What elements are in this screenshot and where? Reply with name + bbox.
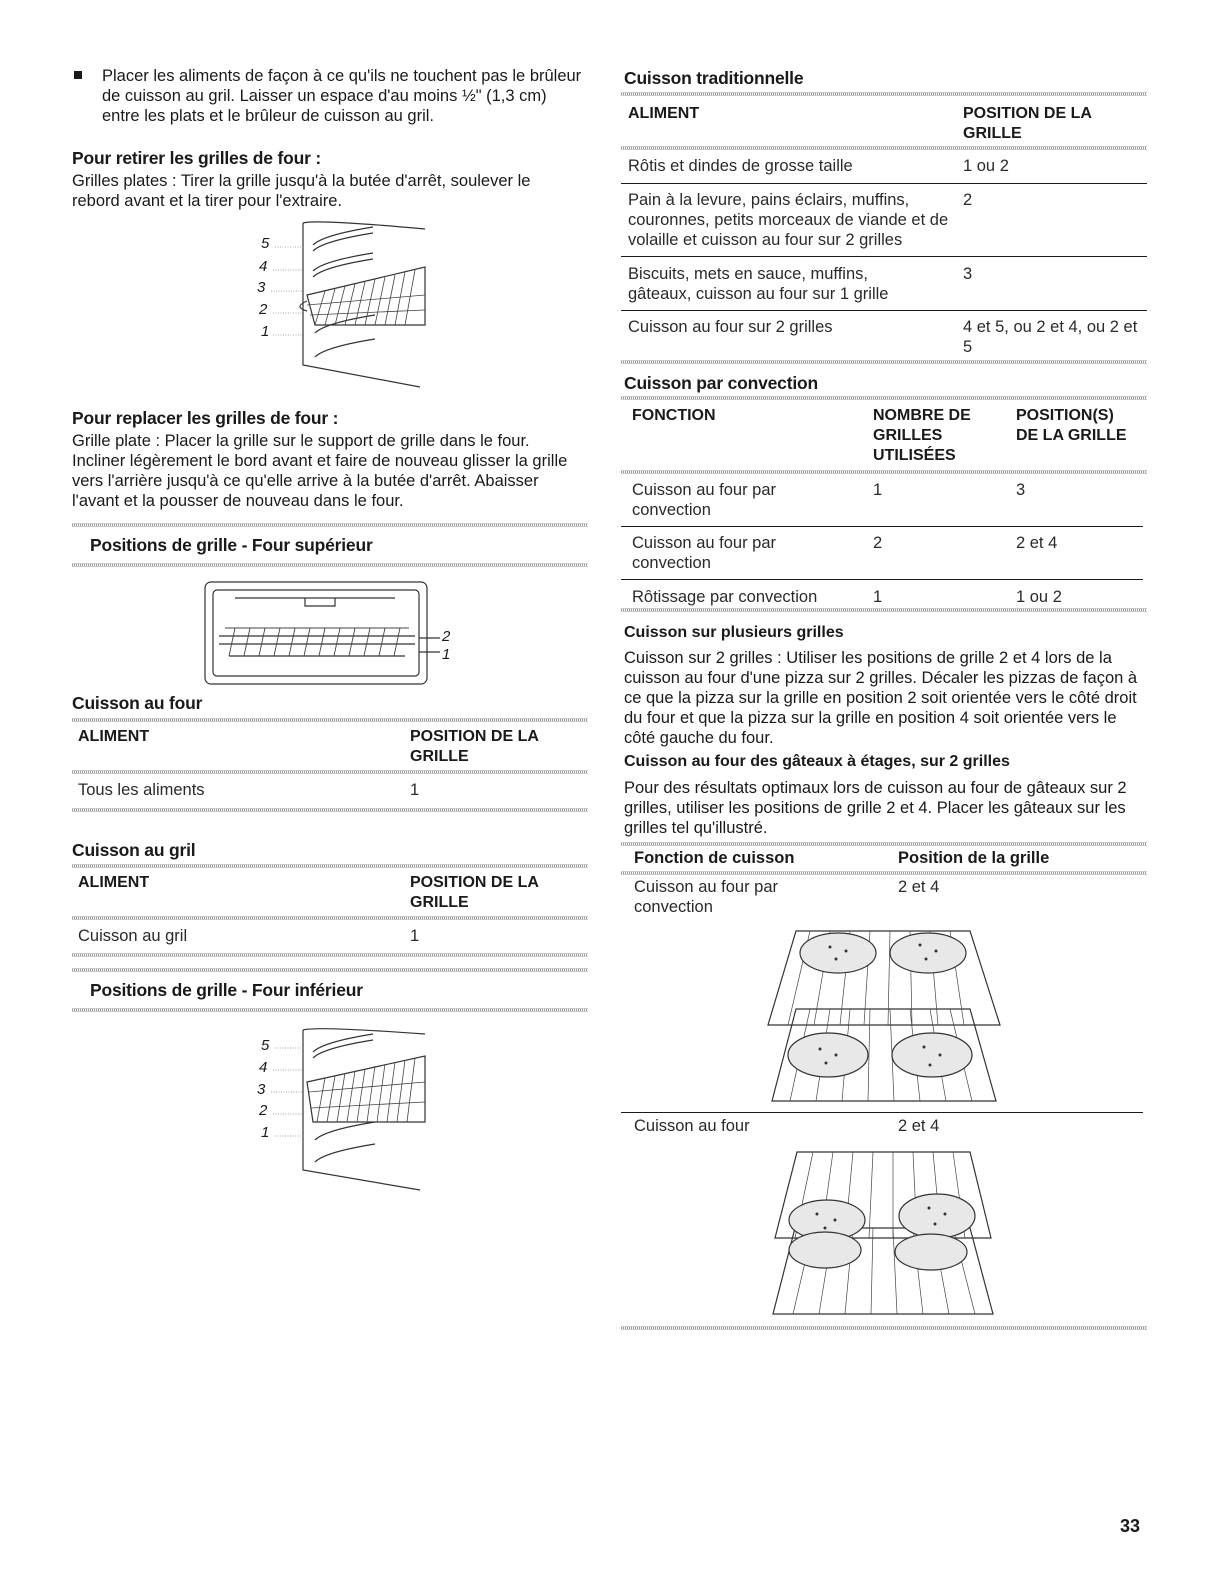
upper-rack-label-2: 2	[442, 628, 451, 645]
divider	[621, 396, 1147, 400]
divider	[72, 563, 588, 567]
trad-row-3-position: 3	[963, 265, 973, 283]
broil-col-food: ALIMENT	[78, 874, 150, 891]
broil-col-position: POSITION DE LA GRILLE	[410, 874, 539, 911]
divider	[621, 608, 1147, 612]
lower-rack-label-4: 4	[259, 1059, 268, 1076]
trad-row-1-food: Rôtis et dindes de grosse taille	[628, 157, 853, 175]
conv-table-title: Cuisson par convection	[624, 373, 818, 393]
conv-row-3-position: 1 ou 2	[1016, 588, 1062, 606]
conv-row-3-function: Rôtissage par convection	[632, 588, 818, 606]
divider	[72, 953, 588, 957]
broil-row-food: Cuisson au gril	[78, 927, 188, 945]
divider	[72, 968, 588, 972]
row-divider	[621, 256, 1147, 257]
lower-oven-heading: Positions de grille - Four inférieur	[90, 980, 363, 1000]
bake-row-food: Tous les aliments	[78, 781, 205, 799]
upper-rack-label-1: 1	[442, 646, 451, 663]
trad-row-2-food: Pain à la levure, pains éclairs, muffins, couronnes, petits morceaux de viande et de volaille et cuisson au four sur 2 grilles	[628, 191, 949, 249]
trad-row-4-position: 4 et 5, ou 2 et 4, ou 2 et 5	[963, 318, 1138, 356]
page-number: 33	[1120, 1516, 1141, 1536]
lower-rack-label-5: 5	[261, 1037, 270, 1054]
rack-label-3: 3	[257, 279, 266, 296]
bullet-paragraph: Placer les aliments de façon à ce qu'ils ne touchent pas le brûleur de cuisson au gril. Laisser un espace d'au moins ½" (1,3 cm) entre les plats et le brûleur de cuisson au gril.	[102, 67, 582, 125]
divider	[621, 360, 1147, 364]
divider	[72, 864, 588, 868]
divider	[621, 842, 1147, 846]
multi-rack-text: Cuisson sur 2 grilles : Utiliser les positions de grille 2 et 4 lors de la cuisson au four d'une pizza sur 2 grilles. Décaler les pizzas de façon à ce que la pizza sur la grille en position 2 soit orientée vers le côté droit du four et que la pizza sur la grille en position 4 soit orientée vers le côté gauche du four.	[624, 649, 1138, 747]
divider	[72, 1008, 588, 1012]
cake-row-1-function: Cuisson au four par convection	[634, 878, 778, 916]
replace-racks-heading: Pour replacer les grilles de four :	[72, 408, 339, 428]
bake-col-food: ALIMENT	[78, 728, 150, 745]
row-divider	[621, 579, 1143, 580]
remove-racks-heading: Pour retirer les grilles de four :	[72, 148, 321, 168]
divider	[72, 808, 588, 812]
conv-row-2-position: 2 et 4	[1016, 534, 1058, 552]
multi-rack-heading: Cuisson sur plusieurs grilles	[624, 624, 844, 641]
conv-col-function: FONCTION	[632, 407, 716, 424]
divider	[72, 523, 588, 527]
conv-row-3-count: 1	[873, 588, 883, 606]
cake-col-position: Position de la grille	[898, 849, 1050, 867]
rack-label-2: 2	[259, 301, 268, 318]
conv-row-1-position: 3	[1016, 481, 1026, 499]
trad-row-2-position: 2	[963, 191, 973, 209]
bake-col-position: POSITION DE LA GRILLE	[410, 728, 539, 765]
trad-col-position: POSITION DE LA GRILLE	[963, 105, 1092, 142]
row-divider	[621, 310, 1147, 311]
trad-table-title: Cuisson traditionnelle	[624, 68, 804, 88]
trad-row-1-position: 1 ou 2	[963, 157, 1009, 175]
bake-row-position: 1	[410, 781, 420, 799]
upper-oven-heading: Positions de grille - Four supérieur	[90, 535, 373, 555]
broil-row-position: 1	[410, 927, 420, 945]
divider	[72, 916, 588, 920]
bullet-marker	[74, 71, 82, 79]
divider	[72, 718, 588, 722]
trad-col-food: ALIMENT	[628, 105, 700, 122]
bake-table-title: Cuisson au four	[72, 693, 203, 713]
conv-row-1-function: Cuisson au four par convection	[632, 481, 776, 519]
conv-col-position: POSITION(S) DE LA GRILLE	[1016, 407, 1127, 444]
conv-row-2-count: 2	[873, 534, 883, 552]
trad-row-4-food: Cuisson au four sur 2 grilles	[628, 318, 833, 336]
bake-cakes-illustration	[765, 1148, 1000, 1318]
divider	[621, 92, 1147, 96]
remove-racks-text: Grilles plates : Tirer la grille jusqu'à la butée d'arrêt, soulever le rebord avant et la tirer pour l'extraire.	[72, 172, 531, 210]
layer-cake-text: Pour des résultats optimaux lors de cuisson au four de gâteaux sur 2 grilles, utiliser les positions de grille 2 et 4. Placer les gâteaux sur les grilles tel qu'illustré.	[624, 779, 1127, 837]
lower-oven-rack-illustration	[255, 1022, 435, 1192]
convection-cakes-illustration	[760, 925, 1005, 1103]
lower-rack-label-3: 3	[257, 1081, 266, 1098]
broil-table-title: Cuisson au gril	[72, 840, 196, 860]
cake-col-function: Fonction de cuisson	[634, 849, 795, 867]
row-divider	[621, 1112, 1143, 1113]
conv-row-2-function: Cuisson au four par convection	[632, 534, 776, 572]
cake-row-1-position: 2 et 4	[898, 878, 940, 896]
conv-col-count: NOMBRE DE GRILLES UTILISÉES	[873, 407, 971, 464]
divider	[621, 146, 1147, 150]
replace-racks-text: Grille plate : Placer la grille sur le support de grille dans le four. Incliner légèrement le bord avant et faire de nouveau glisser la grille vers l'arrière jusqu'à ce qu'elle arrive à la butée d'arrêt. Abaisser l'avant et la pousser de nouveau dans le four.	[72, 432, 568, 510]
lower-rack-label-1: 1	[261, 1124, 270, 1141]
cake-row-2-function: Cuisson au four	[634, 1117, 750, 1135]
conv-row-1-count: 1	[873, 481, 883, 499]
divider	[621, 871, 1147, 875]
row-divider	[621, 183, 1147, 184]
lower-rack-label-2: 2	[259, 1102, 268, 1119]
rack-label-5: 5	[261, 235, 270, 252]
layer-cake-heading: Cuisson au four des gâteaux à étages, sur 2 grilles	[624, 753, 1010, 770]
divider	[72, 770, 588, 774]
cake-row-2-position: 2 et 4	[898, 1117, 940, 1135]
rack-side-illustration	[255, 215, 435, 390]
divider	[621, 1326, 1147, 1330]
rack-label-1: 1	[261, 323, 270, 340]
row-divider	[621, 526, 1143, 527]
divider	[621, 470, 1147, 474]
rack-label-4: 4	[259, 258, 268, 275]
upper-oven-illustration	[205, 580, 455, 690]
trad-row-3-food: Biscuits, mets en sauce, muffins, gâteaux, cuisson au four sur 1 grille	[628, 265, 889, 303]
